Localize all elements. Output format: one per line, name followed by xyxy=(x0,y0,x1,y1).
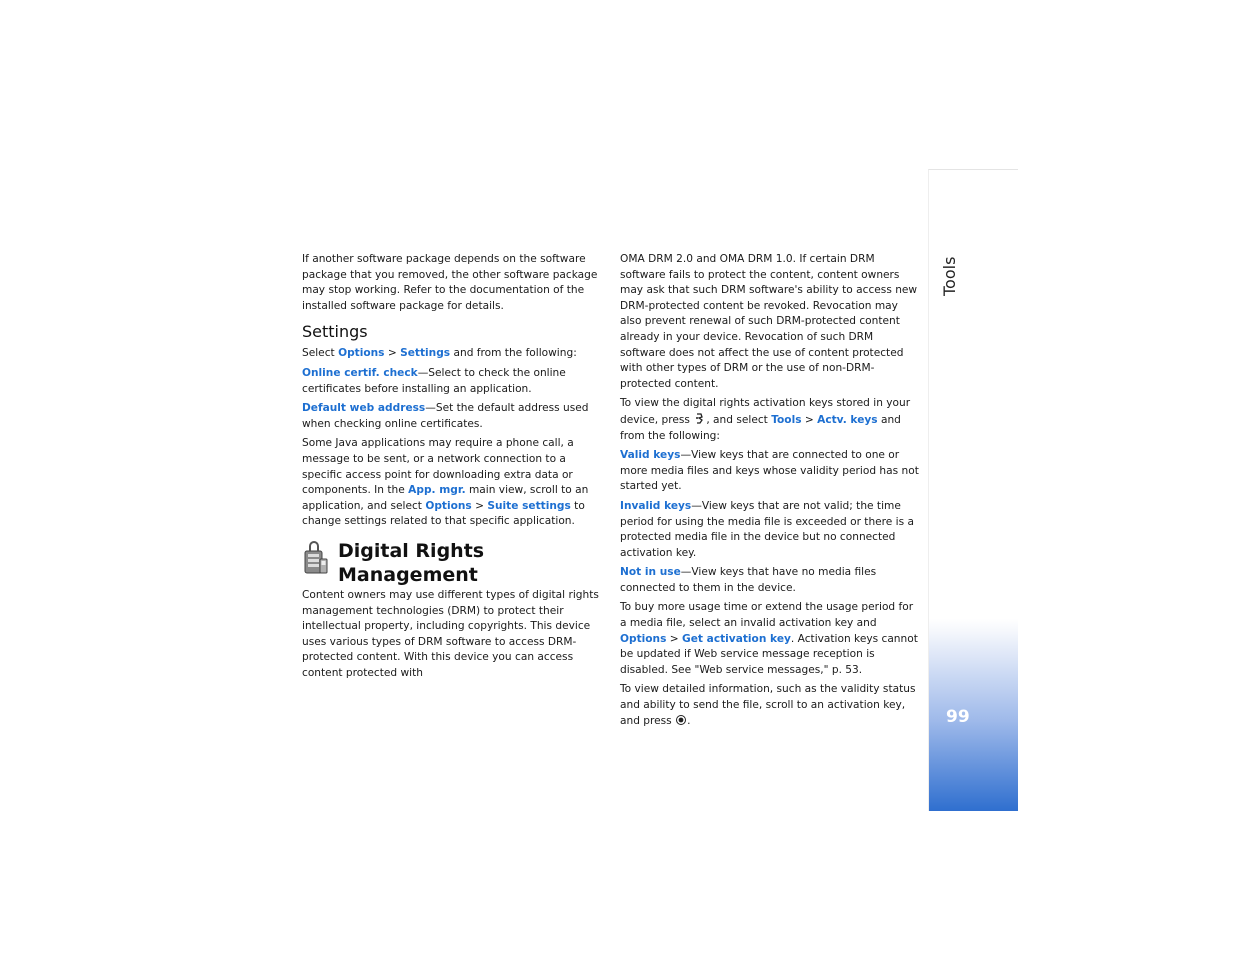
menu-key-icon xyxy=(693,412,706,425)
valid-keys-desc: —View keys that are connected to one or more media files and keys whose validity period has not started yet. xyxy=(620,449,919,493)
buy-paragraph xyxy=(620,600,922,678)
online-cert-item xyxy=(302,366,602,397)
text: and from the following: xyxy=(450,347,577,360)
text: . Activation keys cannot be updated if Web service message reception is disabled. See "Web service messages," p. 53. xyxy=(620,632,918,676)
drm-heading: Digital Rights Management xyxy=(338,539,485,586)
text: and from the following: xyxy=(620,413,901,442)
section-tab-label: Tools xyxy=(940,256,959,296)
text: main view, scroll to an application, and select xyxy=(302,484,589,512)
invalid-keys-desc: —View keys that are not valid; the time period for using the media file is exceeded or there is a protected media file in the device but no connected activation key. xyxy=(620,499,915,559)
settings-heading: Settings xyxy=(302,322,368,342)
text: to change settings related to that specific application. xyxy=(302,499,585,528)
text: Some Java applications may require a phone call, a message to be sent, or a network connection to a specific access point for downloading extra data or components. In the xyxy=(302,437,574,497)
online-cert-desc: —Select to check the online certificates before installing an application. xyxy=(302,366,566,395)
settings-link[interactable]: Settings xyxy=(400,347,451,360)
page-number: 99 xyxy=(946,707,970,727)
text: , and select xyxy=(706,413,772,426)
options-link[interactable]: Options xyxy=(425,499,472,512)
right-column xyxy=(620,252,922,729)
invalid-keys-term[interactable]: Invalid keys xyxy=(620,499,692,512)
valid-keys-term[interactable]: Valid keys xyxy=(620,449,681,462)
intro-paragraph: If another software package depends on the software package that you removed, the other software package may stop working. Refer to the documentation of the installed software package for details. xyxy=(302,253,598,312)
app-mgr-link[interactable]: App. mgr. xyxy=(408,484,466,497)
text: > xyxy=(666,632,683,645)
left-column xyxy=(302,252,602,681)
actv-keys-link[interactable]: Actv. keys xyxy=(817,413,878,426)
not-in-use-desc: —View keys that have no media files connected to them in the device. xyxy=(620,566,877,594)
text: > xyxy=(801,413,818,426)
online-cert-term[interactable]: Online certif. check xyxy=(302,366,418,379)
text: To buy more usage time or extend the usage period for a media file, select an invalid activation key and xyxy=(620,601,914,630)
get-activation-key-link[interactable]: Get activation key xyxy=(682,632,791,645)
default-web-item xyxy=(302,401,602,432)
text: Select xyxy=(302,347,339,360)
text: . xyxy=(687,714,691,727)
text: > xyxy=(384,347,401,360)
not-in-use-item xyxy=(620,565,922,596)
view-keys-paragraph xyxy=(620,396,922,444)
drm-heading-block xyxy=(302,538,602,588)
not-in-use-term[interactable]: Not in use xyxy=(620,566,681,579)
suite-settings-link[interactable]: Suite settings xyxy=(487,499,571,512)
options-link[interactable]: Options xyxy=(338,347,385,360)
tools-link[interactable]: Tools xyxy=(771,413,802,426)
java-paragraph xyxy=(302,436,602,530)
text: > xyxy=(471,499,488,512)
default-web-term[interactable]: Default web address xyxy=(302,402,426,415)
section-tab xyxy=(940,256,970,296)
default-web-desc: —Set the default address used when checking online certificates. xyxy=(302,402,589,430)
oma-paragraph: OMA DRM 2.0 and OMA DRM 1.0. If certain DRM software fails to protect the content, content owners may ask that such DRM software's ability to access new DRM-protected content be revoked. Revocation may also prevent renewal of such DRM-protected content already in your device. Revocation of such DRM software does not affect the use of content protected with other types of DRM or the use of non-DRM-protected content. xyxy=(620,253,918,390)
options-link[interactable]: Options xyxy=(620,632,667,645)
joystick-press-icon xyxy=(675,714,687,726)
drm-intro-paragraph: Content owners may use different types of digital rights management technologies (DRM) to protect their intellectual property, including copyrights. This device uses various types of DRM software to access DRM-protected content. With this device you can access content protected with xyxy=(302,588,599,679)
detail-paragraph xyxy=(620,682,922,729)
invalid-keys-item xyxy=(620,499,922,561)
settings-select-line xyxy=(302,346,602,362)
text: To view the digital rights activation keys stored in your device, press xyxy=(620,397,911,426)
drm-lock-device-icon xyxy=(302,541,328,575)
valid-keys-item xyxy=(620,448,922,495)
text: To view detailed information, such as the validity status and ability to send the file, scroll to an activation key, and press xyxy=(620,683,916,727)
